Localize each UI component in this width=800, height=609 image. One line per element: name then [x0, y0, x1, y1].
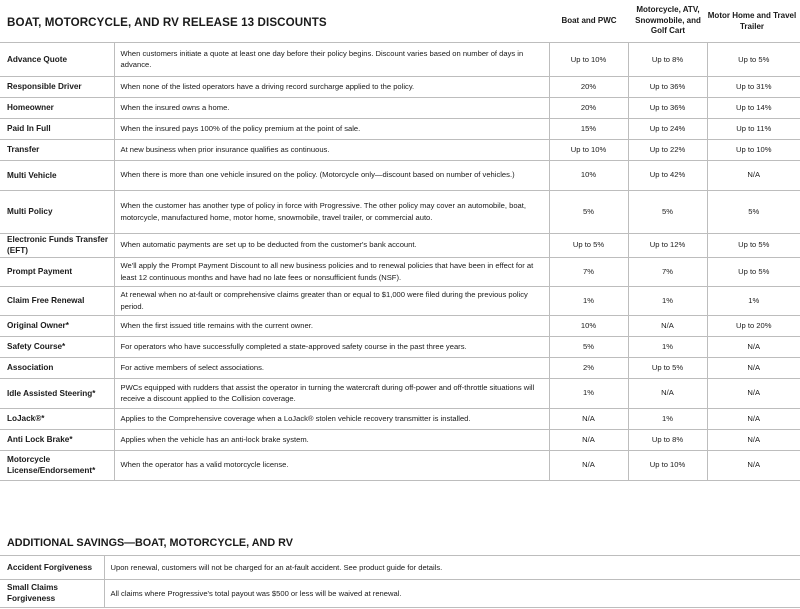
motorcycle-value: Up to 5% — [628, 357, 707, 378]
savings-name: Small Claims Forgiveness — [0, 579, 104, 607]
motorhome-value: Up to 20% — [707, 315, 800, 336]
motorhome-value: 5% — [707, 190, 800, 233]
motorcycle-value: Up to 36% — [628, 97, 707, 118]
table-row — [0, 257, 800, 286]
motorcycle-value: Up to 24% — [628, 118, 707, 139]
motorcycle-value: Up to 8% — [628, 429, 707, 450]
discount-name: Anti Lock Brake* — [0, 429, 114, 450]
discount-name: Multi Vehicle — [0, 160, 114, 190]
table-row — [0, 233, 800, 257]
discount-description: For operators who have successfully completed a state-approved safety course in the past three years. — [114, 336, 549, 357]
discount-description: When the first issued title remains with the current owner. — [114, 315, 549, 336]
table-row — [0, 357, 800, 378]
motorhome-value: Up to 5% — [707, 233, 800, 257]
motorhome-value: Up to 5% — [707, 43, 800, 76]
table-row — [0, 118, 800, 139]
table-row — [0, 76, 800, 97]
table-row — [0, 315, 800, 336]
discount-name: Multi Policy — [0, 190, 114, 233]
motorhome-value: 1% — [707, 286, 800, 315]
additional-savings-header — [0, 529, 800, 556]
discount-name: Motorcycle License/Endorsement* — [0, 450, 114, 480]
savings-description: All claims where Progressive's total payout was $500 or less will be waived at renewal. — [104, 579, 800, 607]
discount-name: Idle Assisted Steering* — [0, 378, 114, 408]
motorcycle-value: 1% — [628, 408, 707, 429]
boat-pwc-value: 5% — [549, 190, 628, 233]
additional-savings-table — [0, 556, 800, 608]
discounts-header — [0, 0, 800, 43]
discount-name: Association — [0, 357, 114, 378]
table-row — [0, 286, 800, 315]
motorcycle-value: Up to 22% — [628, 139, 707, 160]
boat-pwc-value: 7% — [549, 257, 628, 286]
boat-pwc-value: N/A — [549, 450, 628, 480]
table-row — [0, 139, 800, 160]
boat-pwc-value: 10% — [549, 315, 628, 336]
discount-name: Original Owner* — [0, 315, 114, 336]
discount-name: LoJack®* — [0, 408, 114, 429]
discount-description: When the operator has a valid motorcycle license. — [114, 450, 549, 480]
boat-pwc-value: 20% — [549, 97, 628, 118]
table-row — [0, 97, 800, 118]
discount-description: When the insured pays 100% of the policy premium at the point of sale. — [114, 118, 549, 139]
motorhome-value: N/A — [707, 357, 800, 378]
boat-pwc-value: Up to 5% — [549, 233, 628, 257]
motorcycle-value: 7% — [628, 257, 707, 286]
motorhome-value: Up to 11% — [707, 118, 800, 139]
boat-pwc-value: 20% — [549, 76, 628, 97]
savings-name: Accident Forgiveness — [0, 556, 104, 579]
table-row — [0, 378, 800, 408]
boat-pwc-value: N/A — [549, 408, 628, 429]
table-row — [0, 160, 800, 190]
table-row — [0, 450, 800, 480]
motorcycle-value: N/A — [628, 378, 707, 408]
boat-pwc-value: 2% — [549, 357, 628, 378]
savings-description: Upon renewal, customers will not be charged for an at-fault accident. See product guide for details. — [104, 556, 800, 579]
table-row — [0, 43, 800, 76]
column-header-motorcycle: Motorcycle, ATV, Snowmobile, and Golf Cart — [635, 5, 701, 35]
discount-name: Transfer — [0, 139, 114, 160]
discount-description: Applies when the vehicle has an anti-lock brake system. — [114, 429, 549, 450]
table-row — [0, 429, 800, 450]
boat-pwc-value: 10% — [549, 160, 628, 190]
discount-description: When customers initiate a quote at least one day before their policy begins. Discount varies based on number of days in advance. — [114, 43, 549, 76]
discount-description: For active members of select associations. — [114, 357, 549, 378]
motorhome-value: N/A — [707, 378, 800, 408]
discount-description: PWCs equipped with rudders that assist the operator in turning the watercraft during off-power and off-throttle situations will receive a discount applied to the Collision coverage. — [114, 378, 549, 408]
motorhome-value: N/A — [707, 450, 800, 480]
motorcycle-value: Up to 42% — [628, 160, 707, 190]
boat-pwc-value: N/A — [549, 429, 628, 450]
motorhome-value: N/A — [707, 336, 800, 357]
column-header-boat: Boat and PWC — [561, 16, 617, 25]
discount-name: Electronic Funds Transfer (EFT) — [0, 233, 114, 257]
discounts-table — [0, 43, 800, 481]
motorcycle-value: 1% — [628, 336, 707, 357]
discount-name: Prompt Payment — [0, 257, 114, 286]
motorhome-value: Up to 5% — [707, 257, 800, 286]
motorcycle-value: 1% — [628, 286, 707, 315]
motorcycle-value: 5% — [628, 190, 707, 233]
discount-description: We'll apply the Prompt Payment Discount to all new business policies and to renewal policies that have been in effect for at least 12 continuous months and have had no late fees or nonsufficient funds (NSF). — [114, 257, 549, 286]
discount-description: When the customer has another type of policy in force with Progressive. The other policy may cover an automobile, boat, motorcycle, manufactured home, motor home, snowmobile, travel trailer, or commercial auto. — [114, 190, 549, 233]
discount-name: Paid In Full — [0, 118, 114, 139]
discount-name: Homeowner — [0, 97, 114, 118]
motorcycle-value: Up to 8% — [628, 43, 707, 76]
discount-name: Safety Course* — [0, 336, 114, 357]
boat-pwc-value: Up to 10% — [549, 139, 628, 160]
discount-description: At new business when prior insurance qualifies as continuous. — [114, 139, 549, 160]
motorhome-value: Up to 14% — [707, 97, 800, 118]
discount-description: When automatic payments are set up to be deducted from the customer's bank account. — [114, 233, 549, 257]
table-row — [0, 579, 800, 607]
discount-description: When none of the listed operators have a driving record surcharge applied to the policy. — [114, 76, 549, 97]
motorhome-value: N/A — [707, 408, 800, 429]
motorcycle-value: Up to 12% — [628, 233, 707, 257]
boat-pwc-value: 15% — [549, 118, 628, 139]
table-row — [0, 556, 800, 579]
discount-description: When the insured owns a home. — [114, 97, 549, 118]
motorhome-value: Up to 31% — [707, 76, 800, 97]
table-row — [0, 408, 800, 429]
motorhome-value: N/A — [707, 429, 800, 450]
page-title: BOAT, MOTORCYCLE, AND RV RELEASE 13 DISCOUNTS — [7, 16, 327, 29]
motorcycle-value: N/A — [628, 315, 707, 336]
discount-name: Claim Free Renewal — [0, 286, 114, 315]
table-row — [0, 190, 800, 233]
boat-pwc-value: 1% — [549, 286, 628, 315]
table-row — [0, 336, 800, 357]
discount-name: Responsible Driver — [0, 76, 114, 97]
boat-pwc-value: 5% — [549, 336, 628, 357]
motorcycle-value: Up to 10% — [628, 450, 707, 480]
column-header-rv: Motor Home and Travel Trailer — [707, 11, 797, 31]
discount-description: Applies to the Comprehensive coverage when a LoJack® stolen vehicle recovery transmitter is installed. — [114, 408, 549, 429]
boat-pwc-value: 1% — [549, 378, 628, 408]
boat-pwc-value: Up to 10% — [549, 43, 628, 76]
discount-name: Advance Quote — [0, 43, 114, 76]
motorhome-value: N/A — [707, 160, 800, 190]
discount-description: At renewal when no at-fault or comprehensive claims greater than or equal to $1,000 were filed during the previous policy period. — [114, 286, 549, 315]
additional-savings-title: ADDITIONAL SAVINGS—BOAT, MOTORCYCLE, AND RV — [7, 537, 293, 549]
motorcycle-value: Up to 36% — [628, 76, 707, 97]
discount-description: When there is more than one vehicle insured on the policy. (Motorcycle only—discount based on number of vehicles.) — [114, 160, 549, 190]
motorhome-value: Up to 10% — [707, 139, 800, 160]
